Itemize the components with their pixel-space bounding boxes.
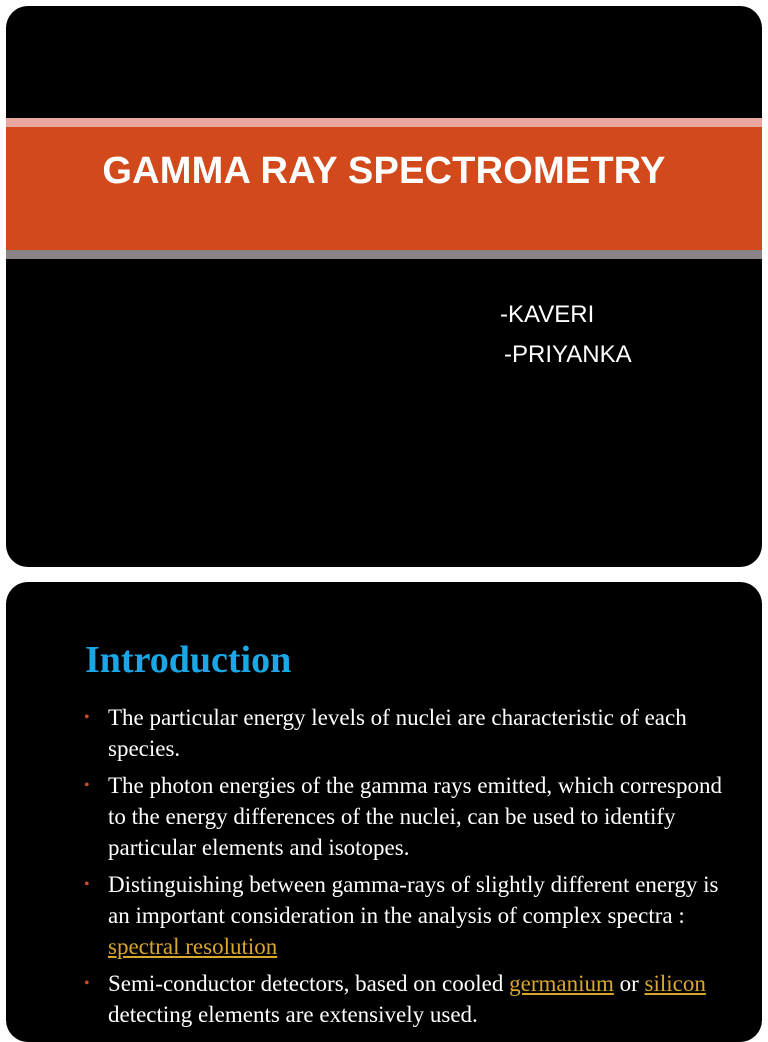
- germanium-link[interactable]: germanium: [509, 971, 614, 996]
- silicon-link[interactable]: silicon: [644, 971, 706, 996]
- bullet-icon: •: [84, 777, 90, 794]
- bullet-text: The particular energy levels of nuclei are characteristic of each species.: [108, 705, 687, 761]
- title-slide: [6, 6, 762, 567]
- author-priyanka: -PRIYANKA: [504, 341, 632, 368]
- list-item: [84, 869, 724, 962]
- title-band-top-accent: [6, 118, 762, 127]
- bullet-icon: •: [84, 975, 90, 992]
- spectral-resolution-link[interactable]: spectral resolution: [108, 934, 278, 959]
- author-kaveri: -KAVERI: [500, 301, 595, 328]
- slide-title: GAMMA RAY SPECTROMETRY: [102, 150, 666, 192]
- bullet-icon: •: [84, 709, 90, 726]
- list-item: [84, 968, 724, 1030]
- bullet-list: [84, 702, 724, 1036]
- title-band-bottom-accent: [6, 250, 762, 259]
- introduction-slide: [6, 582, 762, 1042]
- bullet-text: or: [613, 971, 645, 996]
- list-item: [84, 770, 724, 863]
- list-item: [84, 702, 724, 764]
- bullet-text: Distinguishing between gamma-rays of slightly different energy is an important consideration in the analysis of complex spectra :: [108, 872, 719, 928]
- bullet-text: Semi-conductor detectors, based on cooled: [108, 971, 510, 996]
- bullet-icon: •: [84, 876, 90, 893]
- bullet-text: detecting elements are extensively used.: [108, 1002, 478, 1027]
- slide-heading: Introduction: [85, 639, 292, 681]
- bullet-text: The photon energies of the gamma rays emitted, which correspond to the energy differences of the nuclei, can be used to identify particular elements and isotopes.: [108, 773, 723, 860]
